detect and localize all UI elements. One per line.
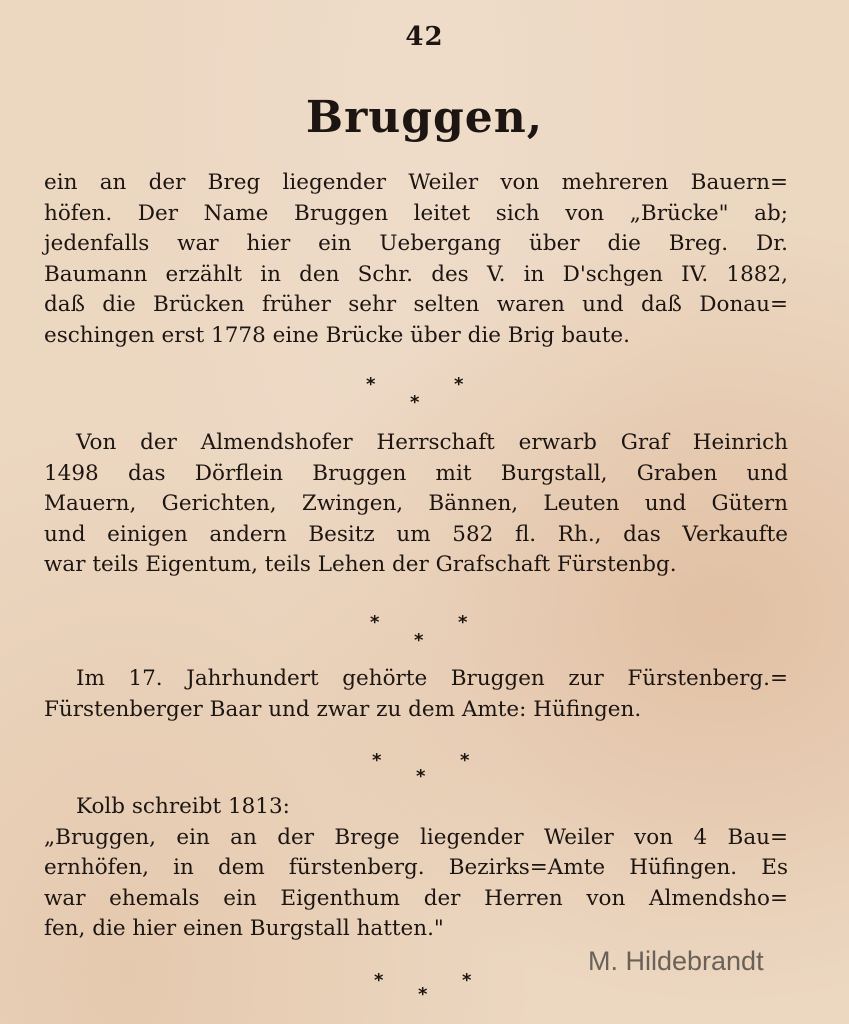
separator-star: * <box>418 984 428 1005</box>
text-line: 1498 das Dörflein Bruggen mit Burgstall, Graben und <box>44 460 788 486</box>
text-line: fen, die hier einen Burgstall hatten." <box>44 916 444 941</box>
text-line: Fürstenberger Baar und zwar zu dem Amte: Hüfingen. <box>44 696 642 722</box>
watermark-signature: M. Hildebrandt <box>588 946 764 976</box>
separator-star: * <box>414 630 424 651</box>
paragraph-4 <box>44 792 788 945</box>
separator-star: * <box>454 374 464 395</box>
text-line: Im 17. Jahrhundert gehörte Bruggen zur Fürstenberg.= <box>76 666 788 691</box>
text-line: Baumann erzählt in den Schr. des V. in D'schgen IV. 1882, <box>44 261 788 287</box>
text-line: jedenfalls war hier ein Uebergang über die Breg. Dr. <box>44 231 788 256</box>
text-line: war teils Eigentum, teils Lehen der Grafschaft Fürstenbg. <box>44 552 677 577</box>
separator-star: * <box>372 750 382 771</box>
text-line: ernhöfen, in dem fürstenberg. Bezirks=Amte Hüfingen. Es <box>44 855 788 880</box>
text-line: war ehemals ein Eigenthum der Herren von Almendsho= <box>44 885 788 911</box>
separator-star: * <box>458 612 468 633</box>
text-line: eschingen erst 1778 eine Brücke über die Brig baute. <box>44 322 630 348</box>
text-line: Von der Almendshofer Herrschaft erwarb Graf Heinrich <box>76 430 788 455</box>
paragraph-3 <box>44 664 788 725</box>
separator-star: * <box>462 970 472 991</box>
separator-star: * <box>374 970 384 991</box>
separator-star: * <box>366 374 376 395</box>
quote-intro: Kolb schreibt 1813: <box>76 794 290 819</box>
text-line: und einigen andern Besitz um 582 fl. Rh., das Verkaufte <box>44 521 788 547</box>
page-title: Bruggen, <box>305 92 544 143</box>
paragraph-1 <box>44 168 788 351</box>
separator-star: * <box>460 750 470 771</box>
text-line: daß die Brücken früher sehr selten waren und daß Donau= <box>44 292 788 317</box>
text-line: höfen. Der Name Bruggen leitet sich von „Brücke" ab; <box>44 200 788 226</box>
text-line: Mauern, Gerichten, Zwingen, Bännen, Leuten und Gütern <box>44 491 788 516</box>
page-number: 42 <box>405 22 444 52</box>
separator-star: * <box>410 392 420 413</box>
paragraph-2 <box>44 428 788 581</box>
separator-star: * <box>370 612 380 633</box>
separator-star: * <box>416 766 426 787</box>
text-line: ein an der Breg liegender Weiler von mehreren Bauern= <box>44 170 788 195</box>
text-line: „Bruggen, ein an der Brege liegender Weiler von 4 Bau= <box>44 824 788 850</box>
